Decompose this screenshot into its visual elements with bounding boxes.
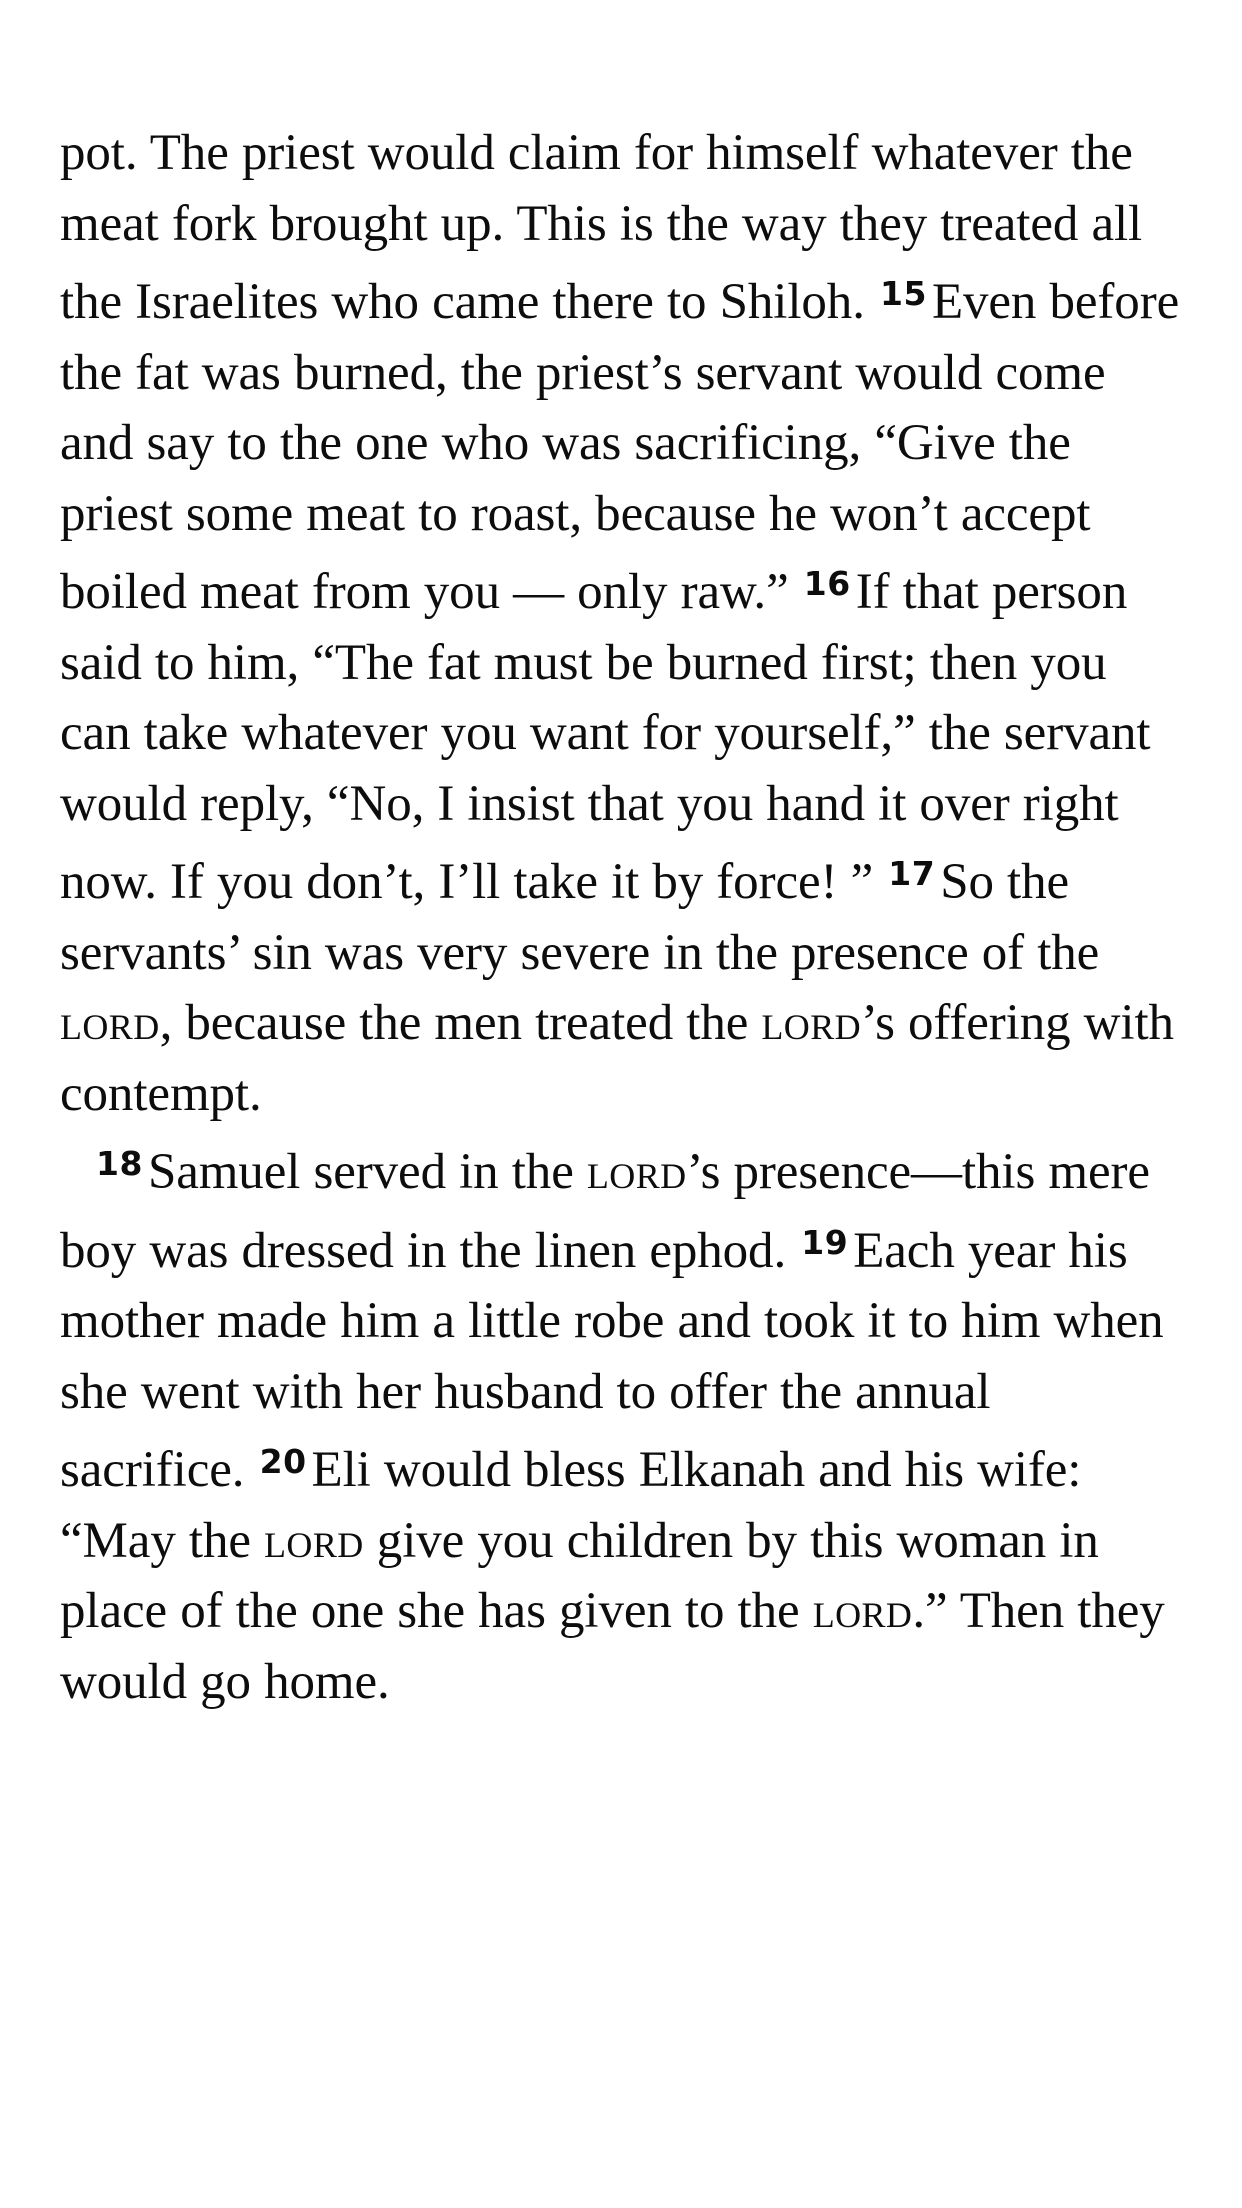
divine-name: lord — [812, 1583, 913, 1639]
scripture-paragraph: $^{18}$Samuel served in the lord’s presence—this mere boy was dressed in the linen ephod. $^{19}$Each year his mother made him a little robe and took it to him when she went with her husband to offer the annual sacrifice. $^{20}$Eli would bless Elkanah and his wife: “May the lord give you children by this woman in place of the one she has given to the lord.” Then they would go home. — [60, 1144, 1165, 1710]
verse-number[interactable]: 15 — [880, 274, 927, 313]
verse-number[interactable]: 17 — [888, 854, 936, 893]
divine-name: lord — [586, 1144, 687, 1200]
verse-number[interactable]: 18 — [96, 1144, 143, 1183]
verse-number[interactable]: 20 — [259, 1442, 307, 1481]
scripture-text-body[interactable] — [60, 118, 1180, 1717]
divine-name: lord — [761, 995, 862, 1051]
verse-number[interactable]: 16 — [803, 564, 851, 603]
divine-name: lord — [60, 995, 160, 1051]
divine-name: lord — [264, 1512, 364, 1569]
scripture-paragraph: pot. The priest would claim for himself whatever the meat fork brought up. This is the way they treated all the Israelites who came there to Shiloh. $^{15}$Even before the fat was burned, the priest’s servant would come and say to the one who was sacrificing, “Give the priest some meat to roast, because he won’t accept boiled meat from you — only raw.” $^{16}$If that person said to him, “The fat must be burned first; then you can take whatever you want for yourself,” the servant would reply, “No, I insist that you hand it over right now. If you don’t, I’ll take it by force! ” $^{17}$So the servants’ sin was very severe in the presence of the lord, because the men treated the lord’s offering with contempt. — [60, 125, 1180, 1122]
verse-number[interactable]: 19 — [801, 1222, 849, 1262]
